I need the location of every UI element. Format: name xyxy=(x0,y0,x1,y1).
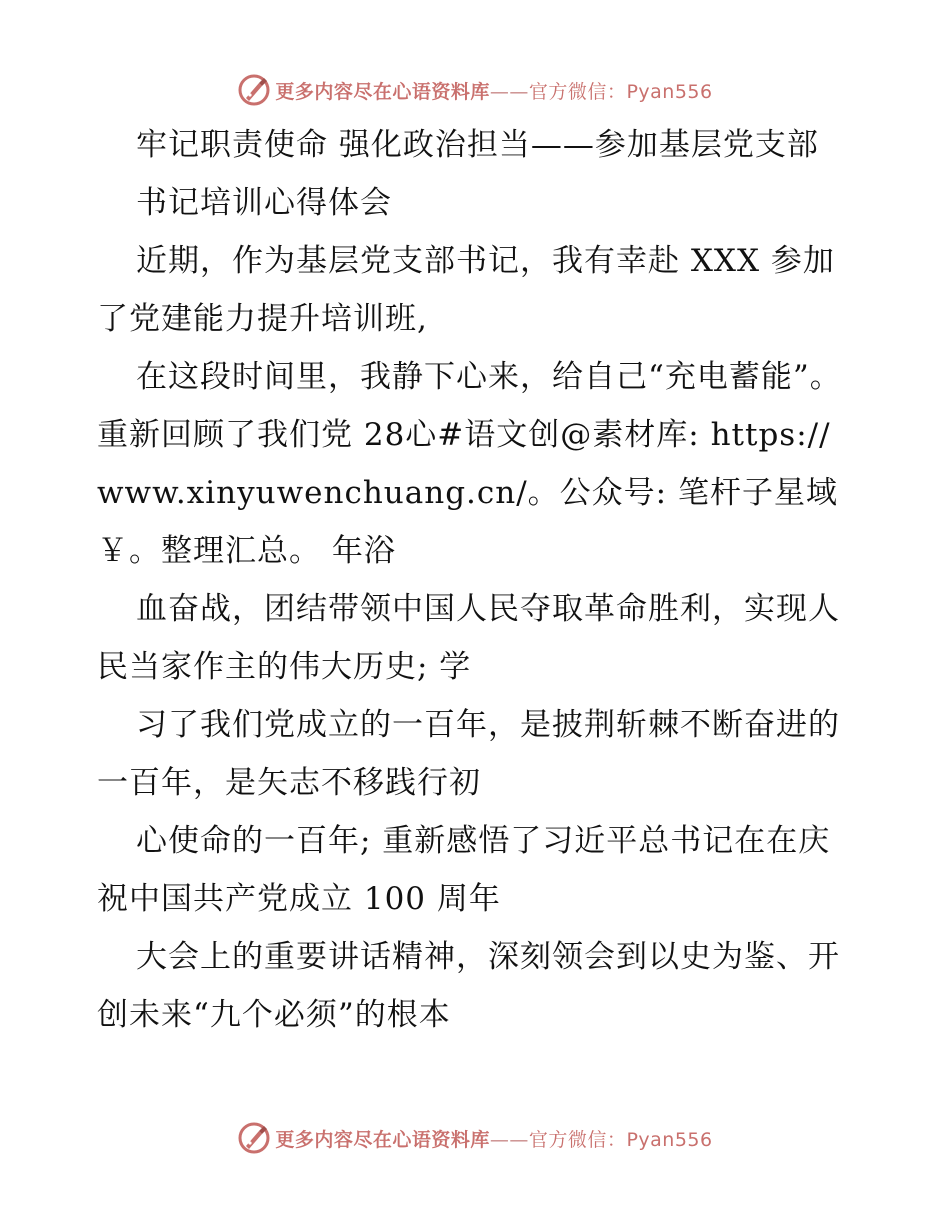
document-body xyxy=(97,116,857,1044)
header-watermark-banner xyxy=(0,70,950,110)
body-paragraph: 大会上的重要讲话精神，深刻领会到以史为鉴、开创未来“九个必须”的根本 xyxy=(97,939,840,1033)
header-wechat-id: Pyan556 xyxy=(626,80,713,103)
footer-watermark-text xyxy=(275,1125,712,1152)
footer-wechat-id: Pyan556 xyxy=(626,1128,713,1151)
body-paragraph: 心使命的一百年; 重新感悟了习近平总书记在在庆祝中国共产党成立 100 周年 xyxy=(97,823,831,917)
footer-watermark-banner xyxy=(0,1118,950,1158)
header-watermark-text xyxy=(275,77,712,104)
footer-wechat-label: 官方微信： xyxy=(528,1128,627,1151)
body-paragraph: 近期，作为基层党支部书记，我有幸赴 XXX 参加了党建能力提升培训班, xyxy=(97,243,835,337)
pen-logo-icon xyxy=(237,73,271,107)
header-wechat-label: 官方微信： xyxy=(528,80,627,103)
pen-logo-icon xyxy=(237,1121,271,1155)
header-brand: 更多内容尽在心语资料库 xyxy=(275,80,490,103)
footer-brand: 更多内容尽在心语资料库 xyxy=(275,1128,490,1151)
body-paragraph: 习了我们党成立的一百年，是披荆斩棘不断奋进的一百年，是矢志不移践行初 xyxy=(97,707,840,801)
title-line-2: 书记培训心得体会 xyxy=(136,185,392,221)
body-paragraph: 血奋战，团结带领中国人民夺取革命胜利，实现人民当家作主的伟大历史; 学 xyxy=(97,591,840,685)
header-separator: —— xyxy=(489,80,529,103)
body-paragraph: 在这段时间里，我静下心来，给自己“充电蓄能”。重新回顾了我们党 28心#语文创@素材库: https://www.xinyuwenchuang.cn/。公众号: 笔杆子星域￥。整理汇总。 年浴 xyxy=(97,359,842,569)
footer-separator: —— xyxy=(489,1128,529,1151)
title-line-1: 牢记职责使命 强化政治担当——参加基层党支部 xyxy=(136,127,819,163)
